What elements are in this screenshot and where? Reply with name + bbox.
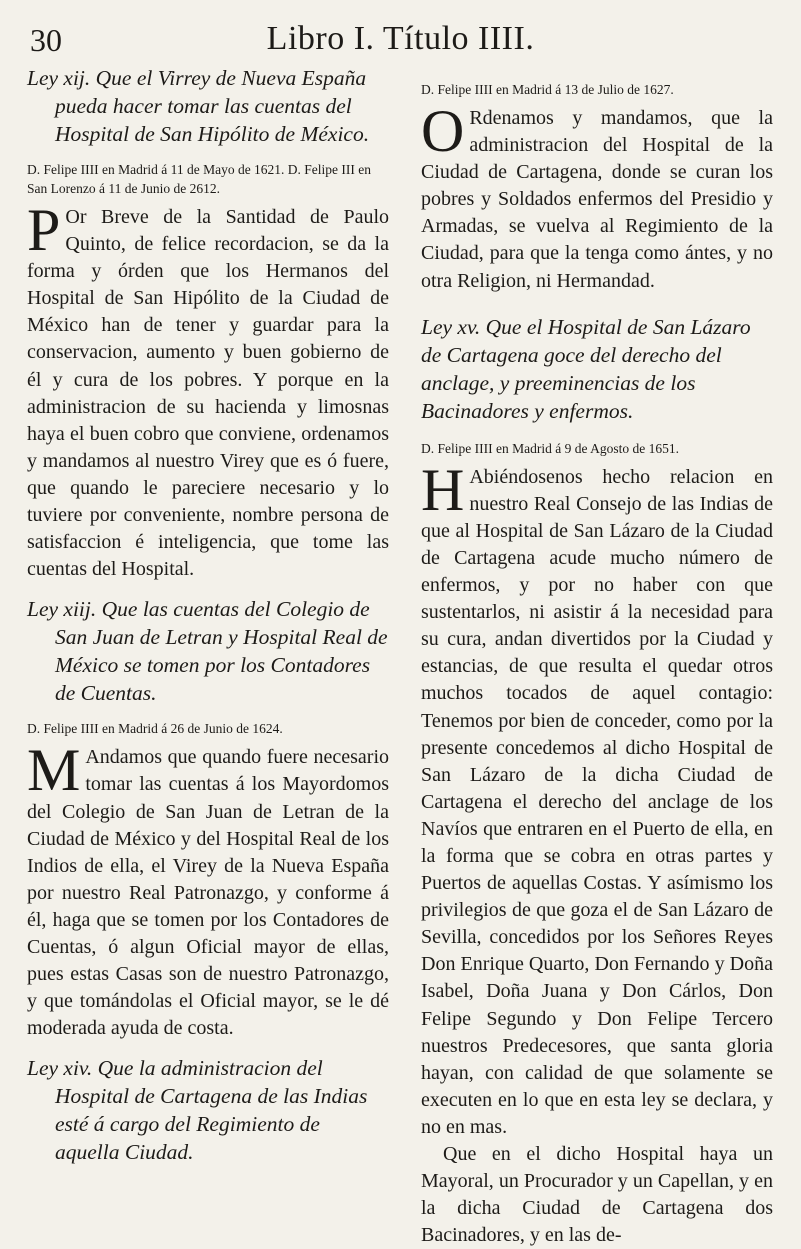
ley-12-body-text: Or Breve de la Santidad de Paulo Quinto, de felice recordacion, se da la forma y órden que los Hermanos del Hospital de San Hipólito de la Ciudad de México han de tener y guardar para la conservacion, aumento y buen gobierno de él y cura de los pobres. Y porque en la administracion de su hacienda y limosnas haya el buen cobro que conviene, ordenamos y mandamos al nuestro Virey que es ó fuere, que quando le pareciere necesario y lo tuviere por conveniente, nombre persona de satisfaccion é inteligencia, que tome las cuentas del Hospital.	[27, 206, 389, 581]
ley-15-body-continued: Que en el dicho Hospital haya un Mayoral, un Procurador y un Capellan, y en la dicha Ciudad de Cartagena dos Bacinadores, y en las de-	[421, 1143, 773, 1247]
running-title: Libro I. Título IIII.	[266, 20, 535, 57]
ley-14-decree: D. Felipe IIII en Madrid á 13 de Julio de 1627.	[421, 82, 674, 97]
ley-13-decree: D. Felipe IIII en Madrid á 26 de Junio de 1624.	[27, 721, 283, 737]
ley-15-body	[421, 456, 773, 1141]
ley-12-heading: Ley xij. Que el Virrey de Nueva España pueda hacer tomar las cuentas del Hospital de San Hipólito de México.	[27, 66, 370, 146]
left-column	[27, 64, 389, 1166]
ley-15-decree: D. Felipe IIII en Madrid á 9 de Agosto de 1651.	[421, 440, 679, 456]
ley-15-dropcap: H	[421, 456, 465, 523]
ley-14-body-text: Rdenamos y mandamos, que la administracion del Hospital de la Ciudad de Cartagena, donde se curan los pobres y Soldados enfermos del Presidio y Armadas, se vuelva al Regimiento de la Ciudad, para que la tenga como ántes, y no otra Religion, ni Hermandad.	[421, 107, 773, 292]
ley-14-dropcap: O	[421, 98, 465, 164]
ley-14-body	[421, 98, 773, 295]
ley-12-body	[27, 197, 389, 583]
right-column	[421, 64, 773, 1249]
ley-12-decree: D. Felipe IIII en Madrid á 11 de Mayo de 1621. D. Felipe III en San Lorenzo á 11 de Junio de 2612.	[27, 162, 372, 196]
ley-15-body-text: Abiéndosenos hecho relacion en nuestro Real Consejo de las Indias de que al Hospital de San Lázaro de la Ciudad de Cartagena acude mucho número de enfermos, y por no haber con que sustentarlos, ni asistir á la necesidad para su cura, andan divertidos por la Ciudad y estancias, de que resulta el quedar otros muchos tocados de aquel contagio: Tenemos por bien de conceder, como por la presente concedemos al dicho Hospital de San Lázaro de la dicha Ciudad de Cartagena el derecho del anclage de los Navíos que entraren en el Puerto de ella, en la forma que se cobra en otras partes y Puertos de aquellas Costas. Y asímismo los privilegios de que goza el de San Lázaro de Sevilla, concedidos por los Señores Reyes Don Enrique Quarto, Don Fernando y Doña Isabel, Doña Juana y Don Cárlos, Don Felipe Segundo y Don Felipe Tercero nuestros Predecesores, que santa gloria hayan, con calidad de que solamente se executen en lo que en esta ley se declara, y no en mas.	[421, 465, 773, 1138]
ley-15-heading: Ley xv. Que el Hospital de San Lázaro de Cartagena goce del derecho del anclage, y preeminencias de los Bacinadores y enfermos.	[421, 314, 751, 423]
page-header	[0, 16, 801, 62]
ley-12-dropcap: P	[27, 197, 61, 263]
ley-13-body-text: Andamos que quando fuere necesario tomar las cuentas á los Mayordomos del Colegio de San Juan de Letran de la Ciudad de México y del Hospital Real de los Indios de ella, el Virey de la Nueva España por nuestro Real Patronazgo, y conforme á él, haga que se tomen por los Contadores de Cuentas, ó algun Oficial mayor de ellas, pues estas Casas son de nuestro Patronazgo, y que tomándolas el Oficial mayor, se le dé moderada ayuda de costa.	[27, 746, 389, 1040]
page-number: 30	[30, 22, 62, 58]
ley-13-dropcap: M	[27, 737, 81, 804]
ley-13-heading: Ley xiij. Que las cuentas del Colegio de San Juan de Letran y Hospital Real de México se tomen por los Contadores de Cuentas.	[27, 597, 388, 706]
ley-14-heading: Ley xiv. Que la administracion del Hospital de Cartagena de las Indias esté á cargo del Regimiento de aquella Ciudad.	[27, 1056, 368, 1165]
ley-13-body	[27, 737, 389, 1042]
